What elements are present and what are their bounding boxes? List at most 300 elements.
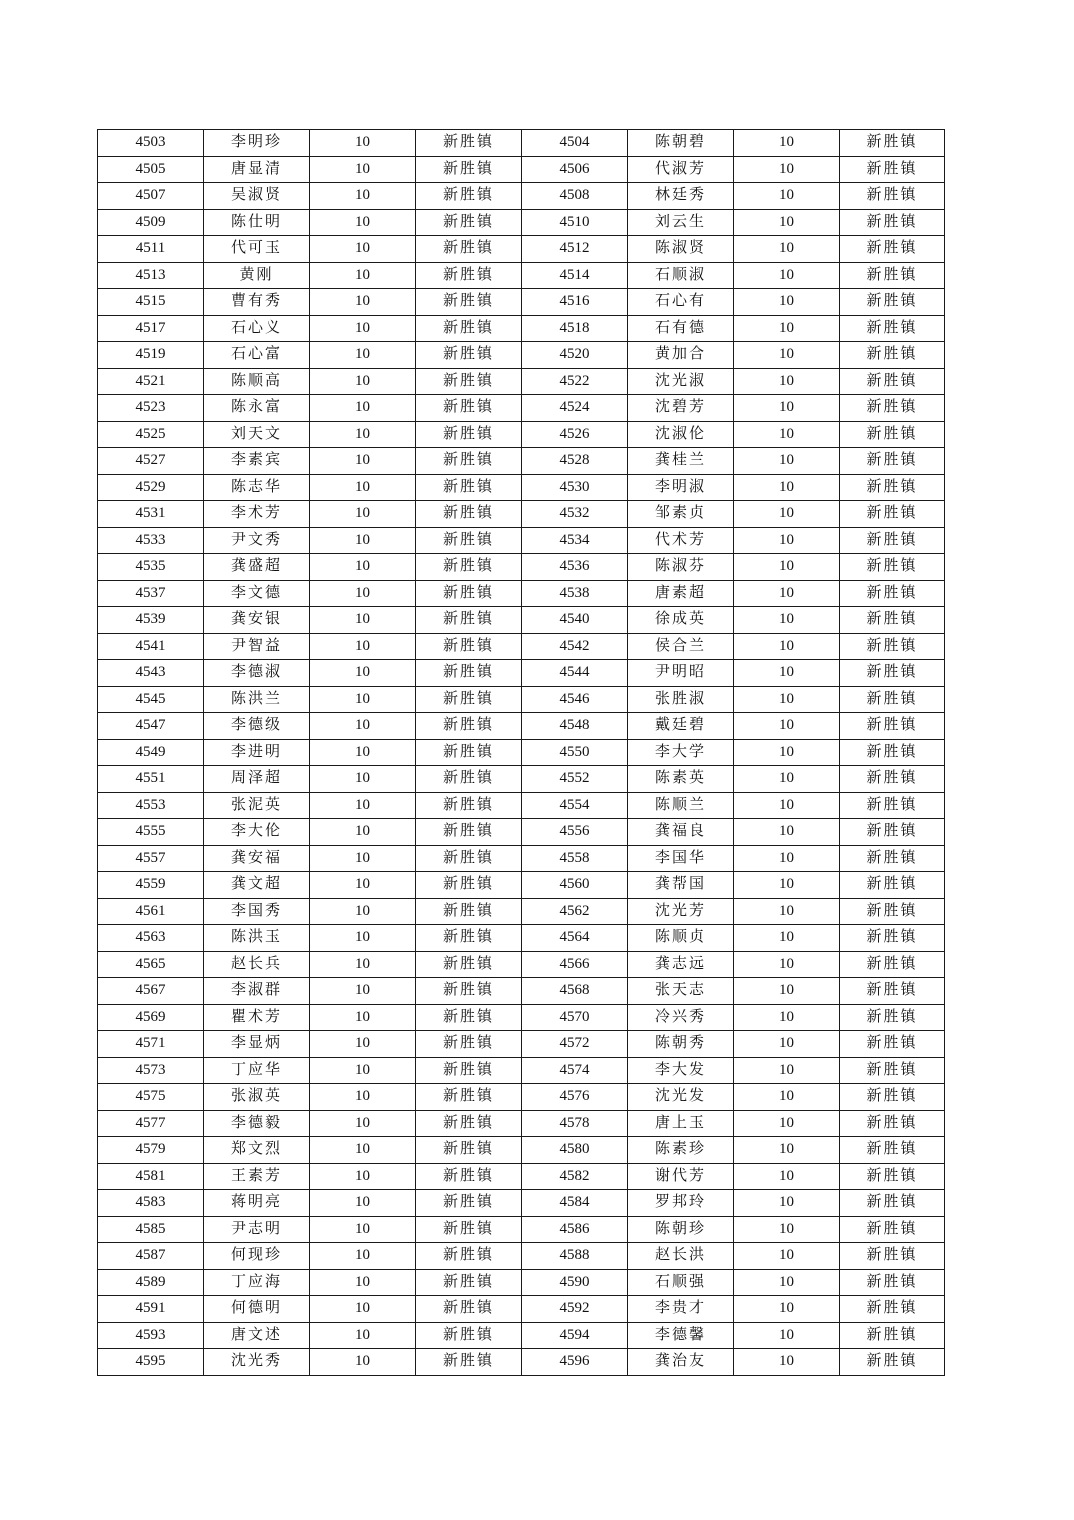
- name-cell: 谢代芳: [628, 1163, 734, 1190]
- town-cell: 新胜镇: [416, 1084, 522, 1111]
- amount-cell: 10: [734, 872, 840, 899]
- amount-cell: 10: [310, 209, 416, 236]
- town-cell: 新胜镇: [416, 633, 522, 660]
- id-cell: 4544: [522, 660, 628, 687]
- name-cell: 陈顺高: [204, 368, 310, 395]
- amount-cell: 10: [734, 819, 840, 846]
- id-cell: 4573: [98, 1057, 204, 1084]
- name-cell: 龚文超: [204, 872, 310, 899]
- town-cell: 新胜镇: [840, 607, 945, 634]
- amount-cell: 10: [734, 1110, 840, 1137]
- amount-cell: 10: [310, 315, 416, 342]
- name-cell: 李德淑: [204, 660, 310, 687]
- id-cell: 4549: [98, 739, 204, 766]
- name-cell: 唐素超: [628, 580, 734, 607]
- name-cell: 张淑英: [204, 1084, 310, 1111]
- amount-cell: 10: [734, 1163, 840, 1190]
- town-cell: 新胜镇: [840, 421, 945, 448]
- name-cell: 罗邦玲: [628, 1190, 734, 1217]
- town-cell: 新胜镇: [840, 289, 945, 316]
- id-cell: 4528: [522, 448, 628, 475]
- name-cell: 周泽超: [204, 766, 310, 793]
- amount-cell: 10: [310, 130, 416, 157]
- id-cell: 4529: [98, 474, 204, 501]
- amount-cell: 10: [734, 1190, 840, 1217]
- table-row: [98, 819, 945, 846]
- id-cell: 4509: [98, 209, 204, 236]
- id-cell: 4584: [522, 1190, 628, 1217]
- town-cell: 新胜镇: [840, 1004, 945, 1031]
- amount-cell: 10: [310, 448, 416, 475]
- table-row: [98, 289, 945, 316]
- town-cell: 新胜镇: [416, 209, 522, 236]
- id-cell: 4546: [522, 686, 628, 713]
- id-cell: 4545: [98, 686, 204, 713]
- town-cell: 新胜镇: [840, 1216, 945, 1243]
- roster-table: [97, 129, 945, 1376]
- name-cell: 陈志华: [204, 474, 310, 501]
- amount-cell: 10: [310, 156, 416, 183]
- amount-cell: 10: [310, 1057, 416, 1084]
- amount-cell: 10: [310, 1190, 416, 1217]
- town-cell: 新胜镇: [416, 183, 522, 210]
- amount-cell: 10: [734, 474, 840, 501]
- table-row: [98, 1057, 945, 1084]
- town-cell: 新胜镇: [840, 1031, 945, 1058]
- table-row: [98, 660, 945, 687]
- amount-cell: 10: [310, 925, 416, 952]
- id-cell: 4586: [522, 1216, 628, 1243]
- name-cell: 龚安银: [204, 607, 310, 634]
- id-cell: 4542: [522, 633, 628, 660]
- amount-cell: 10: [310, 766, 416, 793]
- table-row: [98, 845, 945, 872]
- id-cell: 4532: [522, 501, 628, 528]
- name-cell: 石心义: [204, 315, 310, 342]
- id-cell: 4505: [98, 156, 204, 183]
- town-cell: 新胜镇: [416, 1216, 522, 1243]
- id-cell: 4550: [522, 739, 628, 766]
- id-cell: 4547: [98, 713, 204, 740]
- town-cell: 新胜镇: [840, 792, 945, 819]
- name-cell: 唐显清: [204, 156, 310, 183]
- name-cell: 尹志明: [204, 1216, 310, 1243]
- name-cell: 石心富: [204, 342, 310, 369]
- id-cell: 4515: [98, 289, 204, 316]
- amount-cell: 10: [734, 1296, 840, 1323]
- name-cell: 尹智益: [204, 633, 310, 660]
- town-cell: 新胜镇: [416, 1296, 522, 1323]
- id-cell: 4564: [522, 925, 628, 952]
- amount-cell: 10: [310, 819, 416, 846]
- table-row: [98, 1137, 945, 1164]
- id-cell: 4510: [522, 209, 628, 236]
- amount-cell: 10: [310, 1296, 416, 1323]
- table-row: [98, 739, 945, 766]
- name-cell: 刘云生: [628, 209, 734, 236]
- table-row: [98, 951, 945, 978]
- town-cell: 新胜镇: [416, 554, 522, 581]
- town-cell: 新胜镇: [840, 925, 945, 952]
- id-cell: 4531: [98, 501, 204, 528]
- town-cell: 新胜镇: [840, 951, 945, 978]
- id-cell: 4580: [522, 1137, 628, 1164]
- id-cell: 4524: [522, 395, 628, 422]
- amount-cell: 10: [734, 951, 840, 978]
- amount-cell: 10: [310, 845, 416, 872]
- town-cell: 新胜镇: [840, 845, 945, 872]
- town-cell: 新胜镇: [416, 130, 522, 157]
- town-cell: 新胜镇: [840, 448, 945, 475]
- name-cell: 代可玉: [204, 236, 310, 263]
- table-row: [98, 713, 945, 740]
- town-cell: 新胜镇: [416, 580, 522, 607]
- table-row: [98, 554, 945, 581]
- amount-cell: 10: [734, 421, 840, 448]
- name-cell: 李素宾: [204, 448, 310, 475]
- name-cell: 李德级: [204, 713, 310, 740]
- name-cell: 黄加合: [628, 342, 734, 369]
- id-cell: 4538: [522, 580, 628, 607]
- roster-table-body: [98, 130, 945, 1376]
- id-cell: 4517: [98, 315, 204, 342]
- name-cell: 丁应海: [204, 1269, 310, 1296]
- amount-cell: 10: [310, 1269, 416, 1296]
- town-cell: 新胜镇: [416, 289, 522, 316]
- id-cell: 4555: [98, 819, 204, 846]
- table-row: [98, 1349, 945, 1376]
- id-cell: 4570: [522, 1004, 628, 1031]
- table-row: [98, 898, 945, 925]
- id-cell: 4567: [98, 978, 204, 1005]
- name-cell: 龚安福: [204, 845, 310, 872]
- amount-cell: 10: [734, 660, 840, 687]
- amount-cell: 10: [310, 289, 416, 316]
- id-cell: 4561: [98, 898, 204, 925]
- name-cell: 龚帮国: [628, 872, 734, 899]
- name-cell: 李国华: [628, 845, 734, 872]
- amount-cell: 10: [310, 183, 416, 210]
- id-cell: 4533: [98, 527, 204, 554]
- town-cell: 新胜镇: [416, 421, 522, 448]
- id-cell: 4562: [522, 898, 628, 925]
- amount-cell: 10: [310, 872, 416, 899]
- name-cell: 侯合兰: [628, 633, 734, 660]
- amount-cell: 10: [734, 209, 840, 236]
- town-cell: 新胜镇: [840, 342, 945, 369]
- amount-cell: 10: [310, 1004, 416, 1031]
- name-cell: 吴淑贤: [204, 183, 310, 210]
- amount-cell: 10: [734, 1243, 840, 1270]
- amount-cell: 10: [310, 633, 416, 660]
- name-cell: 陈淑贤: [628, 236, 734, 263]
- amount-cell: 10: [734, 1216, 840, 1243]
- name-cell: 代术芳: [628, 527, 734, 554]
- table-row: [98, 342, 945, 369]
- amount-cell: 10: [310, 713, 416, 740]
- amount-cell: 10: [734, 1031, 840, 1058]
- table-row: [98, 925, 945, 952]
- town-cell: 新胜镇: [840, 1349, 945, 1376]
- name-cell: 李大发: [628, 1057, 734, 1084]
- name-cell: 李德馨: [628, 1322, 734, 1349]
- table-row: [98, 395, 945, 422]
- id-cell: 4589: [98, 1269, 204, 1296]
- table-row: [98, 130, 945, 157]
- id-cell: 4539: [98, 607, 204, 634]
- town-cell: 新胜镇: [416, 660, 522, 687]
- amount-cell: 10: [734, 1349, 840, 1376]
- id-cell: 4534: [522, 527, 628, 554]
- name-cell: 陈永富: [204, 395, 310, 422]
- name-cell: 陈顺贞: [628, 925, 734, 952]
- amount-cell: 10: [310, 580, 416, 607]
- table-row: [98, 236, 945, 263]
- town-cell: 新胜镇: [840, 872, 945, 899]
- town-cell: 新胜镇: [840, 554, 945, 581]
- amount-cell: 10: [734, 1137, 840, 1164]
- name-cell: 郑文烈: [204, 1137, 310, 1164]
- id-cell: 4568: [522, 978, 628, 1005]
- name-cell: 石顺淑: [628, 262, 734, 289]
- town-cell: 新胜镇: [416, 819, 522, 846]
- amount-cell: 10: [734, 845, 840, 872]
- name-cell: 王素芳: [204, 1163, 310, 1190]
- name-cell: 石有德: [628, 315, 734, 342]
- amount-cell: 10: [734, 792, 840, 819]
- amount-cell: 10: [310, 739, 416, 766]
- name-cell: 代淑芳: [628, 156, 734, 183]
- name-cell: 李显炳: [204, 1031, 310, 1058]
- town-cell: 新胜镇: [840, 368, 945, 395]
- id-cell: 4579: [98, 1137, 204, 1164]
- amount-cell: 10: [310, 368, 416, 395]
- table-row: [98, 1216, 945, 1243]
- id-cell: 4571: [98, 1031, 204, 1058]
- id-cell: 4519: [98, 342, 204, 369]
- town-cell: 新胜镇: [416, 1243, 522, 1270]
- town-cell: 新胜镇: [416, 1137, 522, 1164]
- town-cell: 新胜镇: [840, 315, 945, 342]
- town-cell: 新胜镇: [840, 1057, 945, 1084]
- table-row: [98, 686, 945, 713]
- name-cell: 陈朝珍: [628, 1216, 734, 1243]
- town-cell: 新胜镇: [416, 1269, 522, 1296]
- amount-cell: 10: [734, 1269, 840, 1296]
- amount-cell: 10: [734, 898, 840, 925]
- id-cell: 4578: [522, 1110, 628, 1137]
- amount-cell: 10: [734, 130, 840, 157]
- town-cell: 新胜镇: [840, 1190, 945, 1217]
- table-row: [98, 872, 945, 899]
- town-cell: 新胜镇: [840, 1163, 945, 1190]
- id-cell: 4548: [522, 713, 628, 740]
- name-cell: 戴廷碧: [628, 713, 734, 740]
- amount-cell: 10: [734, 713, 840, 740]
- town-cell: 新胜镇: [840, 209, 945, 236]
- id-cell: 4563: [98, 925, 204, 952]
- amount-cell: 10: [734, 739, 840, 766]
- name-cell: 李德毅: [204, 1110, 310, 1137]
- amount-cell: 10: [310, 607, 416, 634]
- amount-cell: 10: [310, 898, 416, 925]
- name-cell: 李明淑: [628, 474, 734, 501]
- id-cell: 4511: [98, 236, 204, 263]
- table-row: [98, 501, 945, 528]
- id-cell: 4556: [522, 819, 628, 846]
- id-cell: 4585: [98, 1216, 204, 1243]
- town-cell: 新胜镇: [840, 978, 945, 1005]
- town-cell: 新胜镇: [840, 395, 945, 422]
- town-cell: 新胜镇: [840, 686, 945, 713]
- name-cell: 陈洪玉: [204, 925, 310, 952]
- id-cell: 4516: [522, 289, 628, 316]
- name-cell: 陈朝碧: [628, 130, 734, 157]
- town-cell: 新胜镇: [840, 527, 945, 554]
- name-cell: 李文德: [204, 580, 310, 607]
- name-cell: 李贵才: [628, 1296, 734, 1323]
- id-cell: 4595: [98, 1349, 204, 1376]
- name-cell: 李术芳: [204, 501, 310, 528]
- table-row: [98, 448, 945, 475]
- amount-cell: 10: [310, 1137, 416, 1164]
- amount-cell: 10: [734, 1004, 840, 1031]
- town-cell: 新胜镇: [416, 766, 522, 793]
- name-cell: 尹明昭: [628, 660, 734, 687]
- town-cell: 新胜镇: [416, 713, 522, 740]
- amount-cell: 10: [310, 1243, 416, 1270]
- town-cell: 新胜镇: [416, 1057, 522, 1084]
- town-cell: 新胜镇: [416, 342, 522, 369]
- town-cell: 新胜镇: [416, 951, 522, 978]
- name-cell: 何现珍: [204, 1243, 310, 1270]
- table-row: [98, 315, 945, 342]
- table-row: [98, 792, 945, 819]
- id-cell: 4537: [98, 580, 204, 607]
- name-cell: 陈淑芬: [628, 554, 734, 581]
- amount-cell: 10: [310, 686, 416, 713]
- id-cell: 4523: [98, 395, 204, 422]
- id-cell: 4512: [522, 236, 628, 263]
- name-cell: 龚盛超: [204, 554, 310, 581]
- table-row: [98, 1110, 945, 1137]
- amount-cell: 10: [734, 289, 840, 316]
- id-cell: 4575: [98, 1084, 204, 1111]
- amount-cell: 10: [734, 607, 840, 634]
- table-row: [98, 262, 945, 289]
- name-cell: 赵长兵: [204, 951, 310, 978]
- town-cell: 新胜镇: [840, 262, 945, 289]
- amount-cell: 10: [310, 951, 416, 978]
- name-cell: 李大伦: [204, 819, 310, 846]
- id-cell: 4574: [522, 1057, 628, 1084]
- amount-cell: 10: [734, 527, 840, 554]
- town-cell: 新胜镇: [416, 925, 522, 952]
- amount-cell: 10: [310, 395, 416, 422]
- id-cell: 4569: [98, 1004, 204, 1031]
- name-cell: 李国秀: [204, 898, 310, 925]
- name-cell: 龚桂兰: [628, 448, 734, 475]
- amount-cell: 10: [310, 501, 416, 528]
- amount-cell: 10: [734, 342, 840, 369]
- town-cell: 新胜镇: [840, 898, 945, 925]
- town-cell: 新胜镇: [840, 183, 945, 210]
- name-cell: 尹文秀: [204, 527, 310, 554]
- town-cell: 新胜镇: [416, 978, 522, 1005]
- amount-cell: 10: [734, 236, 840, 263]
- id-cell: 4572: [522, 1031, 628, 1058]
- amount-cell: 10: [310, 421, 416, 448]
- name-cell: 李大学: [628, 739, 734, 766]
- amount-cell: 10: [310, 1216, 416, 1243]
- id-cell: 4583: [98, 1190, 204, 1217]
- town-cell: 新胜镇: [840, 660, 945, 687]
- id-cell: 4551: [98, 766, 204, 793]
- name-cell: 沈碧芳: [628, 395, 734, 422]
- amount-cell: 10: [734, 1322, 840, 1349]
- town-cell: 新胜镇: [416, 872, 522, 899]
- table-row: [98, 1031, 945, 1058]
- id-cell: 4543: [98, 660, 204, 687]
- amount-cell: 10: [310, 1084, 416, 1111]
- id-cell: 4591: [98, 1296, 204, 1323]
- table-row: [98, 978, 945, 1005]
- table-row: [98, 368, 945, 395]
- id-cell: 4518: [522, 315, 628, 342]
- id-cell: 4559: [98, 872, 204, 899]
- name-cell: 沈光发: [628, 1084, 734, 1111]
- table-row: [98, 527, 945, 554]
- table-row: [98, 1243, 945, 1270]
- table-row: [98, 421, 945, 448]
- amount-cell: 10: [310, 1349, 416, 1376]
- town-cell: 新胜镇: [840, 1110, 945, 1137]
- town-cell: 新胜镇: [416, 1163, 522, 1190]
- table-row: [98, 580, 945, 607]
- town-cell: 新胜镇: [416, 315, 522, 342]
- amount-cell: 10: [734, 1057, 840, 1084]
- name-cell: 沈淑伦: [628, 421, 734, 448]
- table-row: [98, 1296, 945, 1323]
- town-cell: 新胜镇: [416, 448, 522, 475]
- name-cell: 徐成英: [628, 607, 734, 634]
- id-cell: 4565: [98, 951, 204, 978]
- table-row: [98, 607, 945, 634]
- name-cell: 冷兴秀: [628, 1004, 734, 1031]
- name-cell: 陈素英: [628, 766, 734, 793]
- name-cell: 赵长洪: [628, 1243, 734, 1270]
- id-cell: 4558: [522, 845, 628, 872]
- town-cell: 新胜镇: [416, 1031, 522, 1058]
- amount-cell: 10: [310, 342, 416, 369]
- name-cell: 李淑群: [204, 978, 310, 1005]
- name-cell: 刘天文: [204, 421, 310, 448]
- id-cell: 4504: [522, 130, 628, 157]
- town-cell: 新胜镇: [416, 898, 522, 925]
- town-cell: 新胜镇: [416, 607, 522, 634]
- town-cell: 新胜镇: [840, 1296, 945, 1323]
- amount-cell: 10: [310, 236, 416, 263]
- id-cell: 4506: [522, 156, 628, 183]
- town-cell: 新胜镇: [840, 1137, 945, 1164]
- town-cell: 新胜镇: [416, 1322, 522, 1349]
- id-cell: 4520: [522, 342, 628, 369]
- amount-cell: 10: [310, 1110, 416, 1137]
- table-row: [98, 1004, 945, 1031]
- id-cell: 4587: [98, 1243, 204, 1270]
- amount-cell: 10: [734, 262, 840, 289]
- name-cell: 瞿术芳: [204, 1004, 310, 1031]
